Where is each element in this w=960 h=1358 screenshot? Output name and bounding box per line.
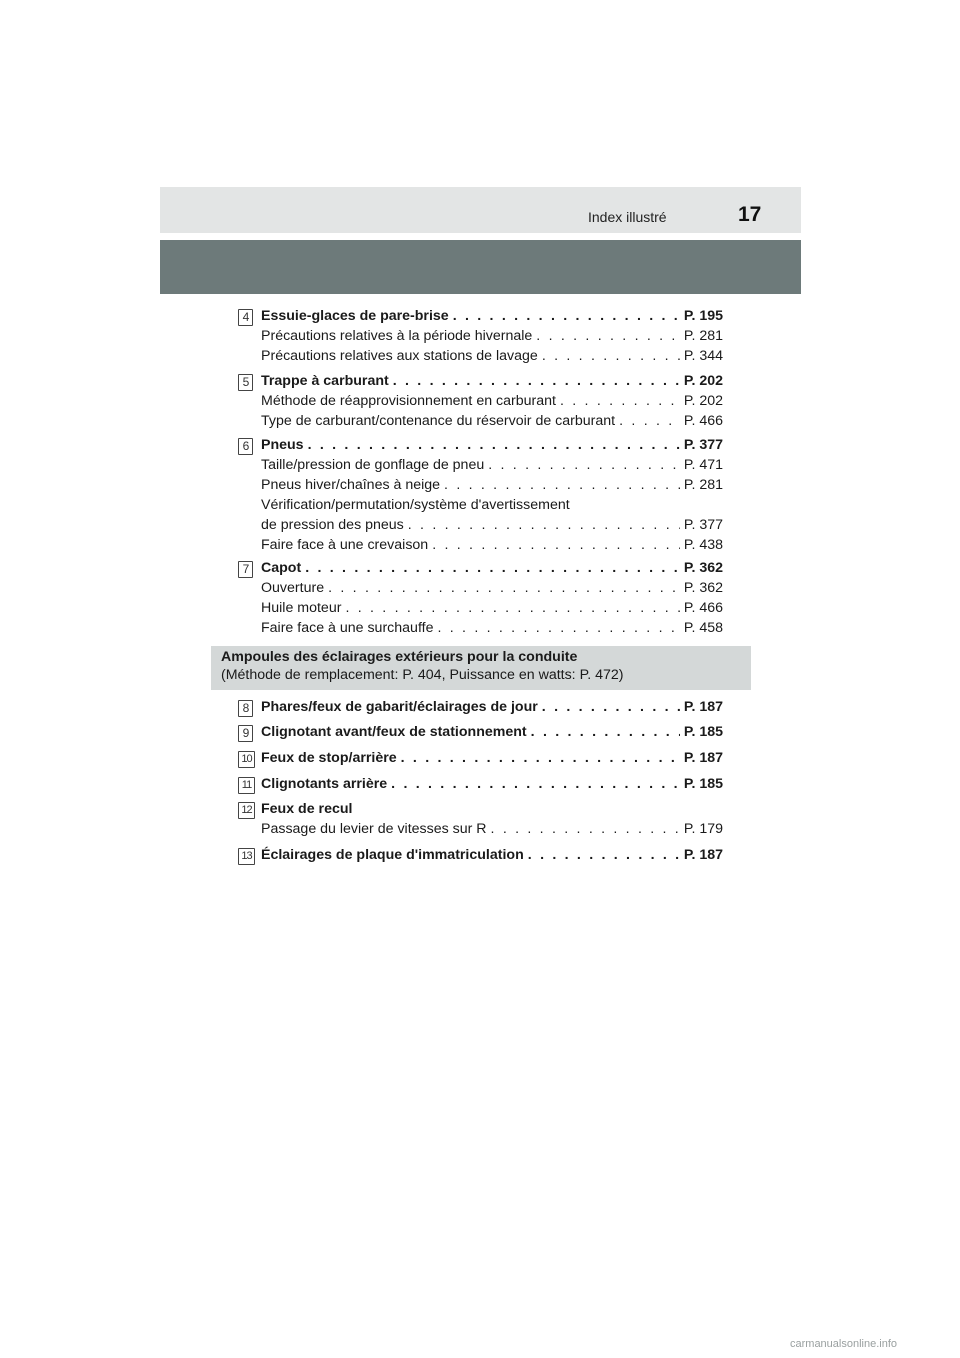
- index-entry: [261, 346, 723, 366]
- dot-leader: [528, 845, 680, 865]
- light-item-11: [238, 774, 724, 794]
- index-entry-heading: [261, 845, 723, 865]
- page-reference-link[interactable]: P. 281: [683, 477, 723, 493]
- dot-leader: [444, 475, 680, 495]
- page-reference-link[interactable]: P. 187: [683, 699, 723, 715]
- dot-leader: [345, 598, 679, 618]
- entry-label: Précautions relatives aux stations de lavage: [261, 348, 538, 364]
- page-reference-link[interactable]: P. 187: [683, 847, 723, 863]
- dot-leader: [308, 435, 680, 455]
- entry-label: de pression des pneus: [261, 517, 404, 533]
- page-reference-link[interactable]: P. 466: [683, 600, 723, 616]
- page-reference-link[interactable]: P. 466: [683, 413, 723, 429]
- index-entry-heading: [261, 697, 723, 717]
- entry-label: Huile moteur: [261, 600, 342, 616]
- callout-number-badge: 6: [238, 438, 253, 455]
- entry-label: Capot: [261, 560, 302, 576]
- light-item-8: [238, 697, 724, 717]
- entry-label: Vérification/permutation/système d'avertissement: [261, 497, 570, 513]
- lights-box-subtitle: (Méthode de remplacement: P. 404, Puissance en watts: P. 472): [221, 667, 624, 683]
- dot-leader: [542, 346, 680, 366]
- dot-leader: [531, 722, 680, 742]
- entry-label: Phares/feux de gabarit/éclairages de jour: [261, 699, 538, 715]
- dot-leader: [536, 326, 680, 346]
- index-entry-heading: [261, 748, 723, 768]
- index-entry-heading: [261, 558, 723, 578]
- dot-leader: [453, 306, 680, 326]
- page-reference-link[interactable]: P. 377: [683, 437, 723, 453]
- page-reference-link[interactable]: P. 185: [683, 776, 723, 792]
- page-reference-link[interactable]: P. 179: [683, 821, 723, 837]
- light-item-9: [238, 722, 724, 742]
- index-entry: [261, 326, 723, 346]
- page-reference-link[interactable]: P. 187: [683, 750, 723, 766]
- dot-leader: [328, 578, 680, 598]
- dot-leader: [408, 515, 680, 535]
- callout-number-badge: 12: [238, 802, 255, 819]
- index-entry: [261, 495, 723, 515]
- callout-number-badge: 11: [238, 777, 255, 794]
- watermark: carmanualsonline.info: [790, 1338, 898, 1350]
- entry-label: Faire face à une surchauffe: [261, 620, 434, 636]
- index-entry-heading: [261, 306, 723, 326]
- index-entry-heading: [261, 435, 723, 455]
- index-entry: [261, 618, 723, 638]
- index-entry: [261, 819, 723, 839]
- page-reference-link[interactable]: P. 458: [683, 620, 723, 636]
- callout-number-badge: 5: [238, 374, 253, 391]
- index-entry: [261, 535, 723, 555]
- dot-leader: [401, 748, 680, 768]
- index-entry: [261, 515, 723, 535]
- page-number: 17: [738, 203, 762, 226]
- entry-label: Pneus hiver/chaînes à neige: [261, 477, 441, 493]
- page-reference-link[interactable]: P. 185: [683, 724, 723, 740]
- page-reference-link[interactable]: P. 195: [683, 308, 723, 324]
- page-reference-link[interactable]: P. 281: [683, 328, 723, 344]
- dot-leader: [432, 535, 680, 555]
- entry-label: Éclairages de plaque d'immatriculation: [261, 847, 524, 863]
- entry-label: Type de carburant/contenance du réservoir de carburant: [261, 413, 616, 429]
- dot-leader: [619, 411, 680, 431]
- index-entry: [261, 598, 723, 618]
- entry-label: Taille/pression de gonflage de pneu: [261, 457, 485, 473]
- index-item-4: [238, 306, 724, 366]
- entry-label: Passage du levier de vitesses sur R: [261, 821, 487, 837]
- page-reference-link[interactable]: P. 362: [683, 560, 723, 576]
- entry-label: Clignotant avant/feux de stationnement: [261, 724, 527, 740]
- dot-leader: [437, 618, 679, 638]
- index-entry: [261, 578, 723, 598]
- page-reference-link[interactable]: P. 344: [683, 348, 723, 364]
- lights-box-title: Ampoules des éclairages extérieurs pour la conduite: [221, 649, 578, 665]
- page-reference-link[interactable]: P. 377: [683, 517, 723, 533]
- index-entry-heading: [261, 799, 723, 819]
- dot-leader: [542, 697, 680, 717]
- header-band: [160, 187, 801, 233]
- entry-label: Précautions relatives à la période hivernale: [261, 328, 533, 344]
- dot-leader: [491, 819, 680, 839]
- dot-leader: [560, 391, 680, 411]
- dot-leader: [305, 558, 680, 578]
- index-item-5: [238, 371, 724, 431]
- page-reference-link[interactable]: P. 202: [683, 373, 723, 389]
- page-reference-link[interactable]: P. 438: [683, 537, 723, 553]
- entry-label: Méthode de réapprovisionnement en carburant: [261, 393, 556, 409]
- entry-label: Pneus: [261, 437, 304, 453]
- index-entry-heading: [261, 722, 723, 742]
- dot-leader: [393, 371, 680, 391]
- index-entry: [261, 391, 723, 411]
- dot-leader: [488, 455, 680, 475]
- page-reference-link[interactable]: P. 471: [683, 457, 723, 473]
- index-entry: [261, 455, 723, 475]
- light-item-13: [238, 845, 724, 865]
- lights-info-box: [211, 646, 751, 690]
- entry-label: Essuie-glaces de pare-brise: [261, 308, 449, 324]
- index-entry-heading: [261, 371, 723, 391]
- index-item-6: [238, 435, 724, 555]
- index-entry: [261, 411, 723, 431]
- callout-number-badge: 10: [238, 751, 255, 768]
- index-entry-heading: [261, 774, 723, 794]
- index-item-7: [238, 558, 724, 638]
- chapter-band: [160, 240, 801, 294]
- callout-number-badge: 7: [238, 561, 253, 578]
- entry-label: Ouverture: [261, 580, 325, 596]
- page-reference-link[interactable]: P. 202: [683, 393, 723, 409]
- entry-label: Feux de stop/arrière: [261, 750, 397, 766]
- callout-number-badge: 4: [238, 309, 253, 326]
- section-title: Index illustré: [588, 209, 667, 225]
- light-item-12: [238, 799, 724, 839]
- light-item-10: [238, 748, 724, 768]
- callout-number-badge: 13: [238, 848, 255, 865]
- dot-leader: [391, 774, 680, 794]
- entry-label: Trappe à carburant: [261, 373, 389, 389]
- entry-label: Clignotants arrière: [261, 776, 388, 792]
- page-reference-link[interactable]: P. 362: [683, 580, 723, 596]
- callout-number-badge: 9: [238, 725, 253, 742]
- index-entry: [261, 475, 723, 495]
- entry-label: Faire face à une crevaison: [261, 537, 429, 553]
- entry-label: Feux de recul: [261, 801, 353, 817]
- callout-number-badge: 8: [238, 700, 253, 717]
